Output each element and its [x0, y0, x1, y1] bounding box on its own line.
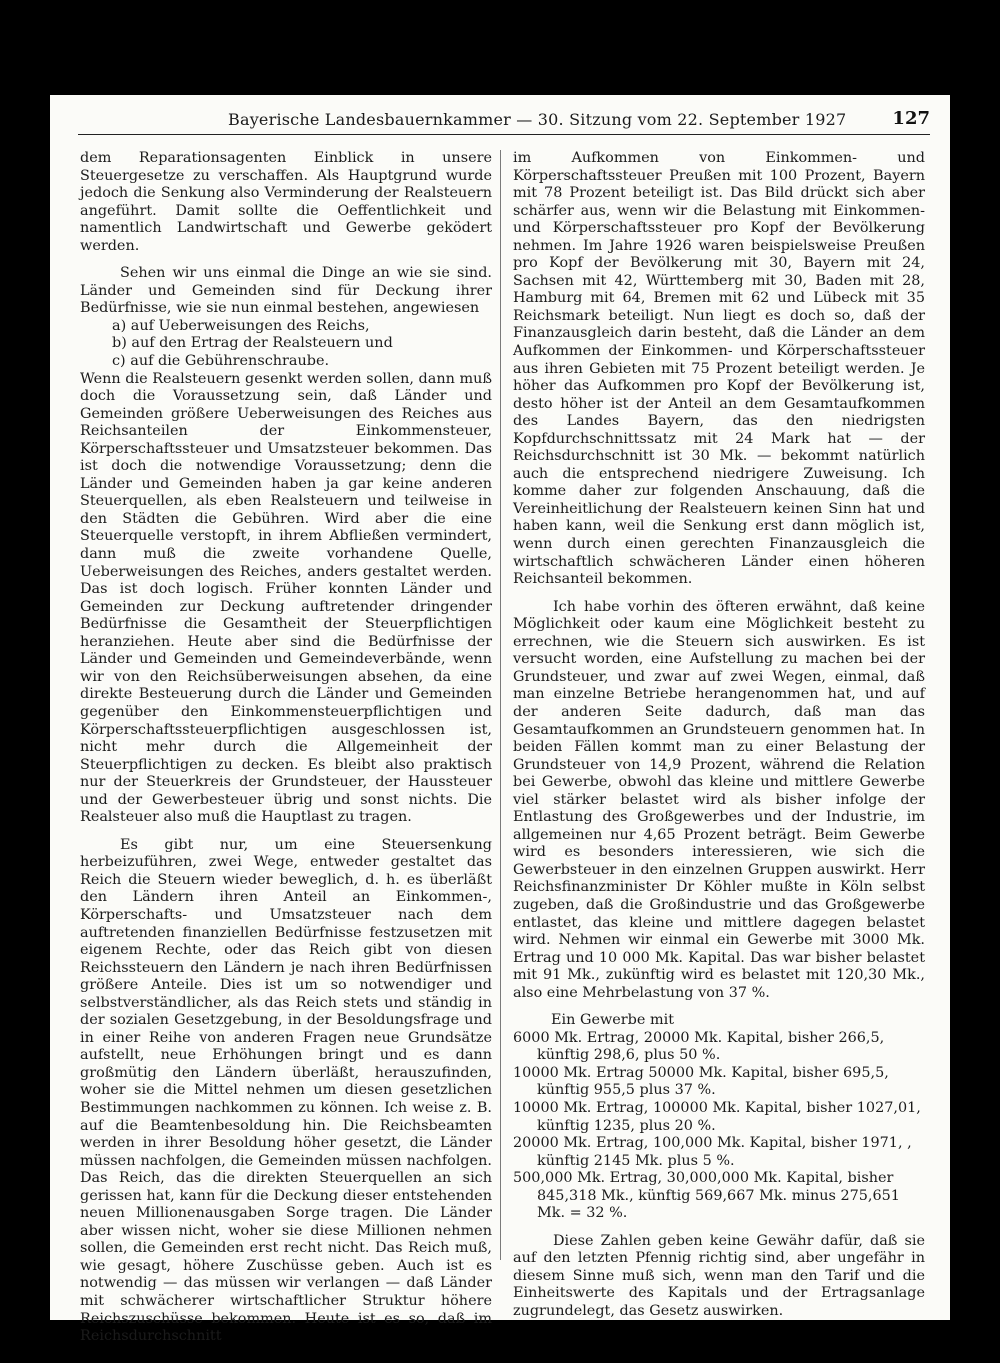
paragraph: Es gibt nur, um eine Steuersenkung herbeizuführen, zwei Wege, entweder gestaltet das Reich die Steuern wieder beweglich, d. h. es überläßt den Ländern ihren Anteil an Einkommen-, Körperschafts- und Umsatzsteuer nach dem auftretenden finanziellen Bedürfnisse festzusetzen mit eigenem Rechte, oder das Reich gibt von diesen Reichssteuern den Ländern je nach ihren Bedürfnissen größere Anteile. Dies ist um so notwendiger und selbstverständlicher, als das Reich stets und ständig in der sozialen Gesetzgebung, in der Besoldungsfrage und in einer Reihe von anderen Fragen neue Grundsätze aufstellt, neue Erhöhungen bringt und es dann großmütig den Ländern überläßt, herauszufinden, woher sie die Mittel nehmen um diesen gesetzlichen Bestimmungen nachkommen zu können. Ich weise z. B. auf die Beamtenbesoldung hin. Die Reichsbeamten werden in ihrer Besoldung höher gesetzt, die Länder müssen nachfolgen, die Gemeinden müssen nachfolgen. Das Reich, das die direkten Steuerquellen an sich gerissen hat, kann für die Deckung dieser entstehenden neuen Millionenausgaben Sorge tragen. Die Länder aber wissen nicht, woher sie diese Millionen nehmen sollen, die Gemeinden erst recht nicht. Das Reich muß, wie gesagt, höhere Zuschüsse geben. Auch ist es notwendig — das müssen wir verlangen — daß Länder mit schwächerer wirtschaftlicher Struktur höhere Reichszuschüsse bekommen. Heute ist es so, daß im Reichsdurchschnitt	[80, 836, 492, 1345]
list-item: b) auf den Ertrag der Realsteuern und	[112, 335, 393, 352]
list-item: a) auf Ueberweisungen des Reichs,	[112, 317, 370, 334]
page-header	[78, 108, 930, 135]
example-intro: Ein Gewerbe mit	[551, 1012, 675, 1029]
column-divider	[500, 150, 501, 1260]
example-line: 845,318 Mk., künftig 569,667 Mk. minus 275,651	[537, 1187, 900, 1204]
paragraph: Ich habe vorhin des öfteren erwähnt, daß keine Möglichkeit oder kaum eine Möglichkeit besteht zu errechnen, wie die Steuern sich auswirken. Es ist versucht worden, eine Aufstellung zu machen bei der Grundsteuer, und zwar auf zwei Wegen, einmal, daß man einzelne Betriebe herangenommen hat, und auf der anderen Seite dadurch, daß man das Gesamtaufkommen an Grundsteuern genommen hat. In beiden Fällen kommt man zu einer Belastung der Grundsteuer von 14,9 Prozent, während die Relation bei Gewerbe, obwohl das kleine und mittlere Gewerbe viel stärker belastet wird als bisher infolge der Entlastung des Großgewerbes und der Industrie, im allgemeinen nur 4,65 Prozent beträgt. Beim Gewerbe wird es besonders interessieren, wie sich die Gewerbsteuer in den einzelnen Gruppen auswirkt. Herr Reichsfinanzminister Dr Köhler mußte in Köln selbst zugeben, daß die Großindustrie und das Großgewerbe entlastet, das kleine und mittlere dagegen belastet wird. Nehmen wir einmal ein Gewerbe mit 3000 Mk. Ertrag und 10 000 Mk. Kapital. Das war bisher belastet mit 91 Mk., zukünftig wird es belastet mit 120,30 Mk., also eine Mehrbelastung von 37 %.	[513, 598, 925, 1001]
example-line: 500,000 Mk. Ertrag, 30,000,000 Mk. Kapital, bisher	[513, 1170, 894, 1187]
example-line: 20000 Mk. Ertrag, 100,000 Mk. Kapital, bisher 1971, ,	[513, 1135, 912, 1152]
paragraph: Sehen wir uns einmal die Dinge an wie sie sind. Länder und Gemeinden sind für Deckung ihrer Bedürfnisse, wie sie nun einmal bestehen, angewiesen	[80, 265, 492, 317]
example-line: künftig 298,6, plus 50 %.	[537, 1047, 721, 1064]
paragraph: dem Reparationsagenten Einblick in unsere Steuergesetze zu verschaffen. Als Hauptgrund wurde jedoch die Senkung also Verminderung der Realsteuern angeführt. Damit sollte die Oeffentlichkeit und namentlich Landwirtschaft und Gewerbe geködert werden.	[80, 150, 492, 254]
example-line: Mk. = 32 %.	[537, 1205, 628, 1222]
running-title: Bayerische Landesbauernkammer — 30. Sitzung vom 22. September 1927	[228, 110, 847, 129]
example-line: 10000 Mk. Ertrag, 100000 Mk. Kapital, bisher 1027,01,	[513, 1099, 921, 1116]
list-item: c) auf die Gebührenschraube.	[112, 353, 330, 370]
right-column	[513, 150, 925, 1321]
paragraph: Diese Zahlen geben keine Gewähr dafür, daß sie auf den letzten Pfennig richtig sind, aber ungefähr in diesem Sinne muß sich, wenn man den Tarif und die Einheitswerte des Kapitals und der Ertragsanlage zugrundelegt, das Gesetz auswirken.	[513, 1232, 925, 1319]
example-line: künftig 1235, plus 20 %.	[537, 1117, 716, 1134]
example-line: künftig 955,5 plus 37 %.	[537, 1082, 716, 1099]
example-line: 6000 Mk. Ertrag, 20000 Mk. Kapital, bisher 266,5,	[513, 1029, 885, 1046]
paragraph: im Aufkommen von Einkommen- und Körperschaftssteuer Preußen mit 100 Prozent, Bayern mit 78 Prozent beteiligt ist. Das Bild drückt sich aber schärfer aus, wenn wir die Belastung mit Einkommen- und Körperschaftssteuer pro Kopf der Bevölkerung nehmen. Im Jahre 1926 waren beispielsweise Preußen pro Kopf der Bevölkerung mit 30, Bayern mit 24, Sachsen mit 42, Württemberg mit 30, Baden mit 28, Hamburg mit 64, Bremen mit 62 und Lübeck mit 35 Reichsmark beteiligt. Nun liegt es doch so, daß der Finanzausgleich darin besteht, daß die Länder an dem Aufkommen der Einkommen- und Körperschaftssteuer aus ihren Gebieten mit 75 Prozent beteiligt werden. Je höher das Aufkommen pro Kopf der Bevölkerung ist, desto höher ist der Anteil an dem Gesamtaufkommen des Landes Bayern, das den niedrigsten Kopfdurchschnittssatz mit 24 Mark hat — der Reichsdurchschnitt ist 30 Mk. — bekommt natürlich auch die entsprechend niedrigere Zuweisung. Ich komme daher zur folgenden Anschauung, daß die Vereinheitlichung der Realsteuern keinen Sinn hat und haben kann, weil die Senkung erst dann möglich ist, wenn durch einen gerechten Finanzausgleich die wirtschaftlich schwächeren Länder einen höheren Reichsanteil bekommen.	[513, 150, 925, 588]
page-number: 127	[892, 108, 930, 129]
example-line: 10000 Mk. Ertrag 50000 Mk. Kapital, bisher 695,5,	[513, 1064, 889, 1081]
paragraph: Wenn die Realsteuern gesenkt werden sollen, dann muß doch die Voraussetzung sein, daß Länder und Gemeinden größere Ueberweisungen des Reiches aus Reichsanteilen der Einkommensteuer, Körperschaftssteuer und Umsatzsteuer bekommen. Das ist doch die notwendige Voraussetzung; denn die Länder und Gemeinden haben ja gar keine anderen Steuerquellen, als eben Realsteuern und teilweise in den Städten die Gebühren. Wird aber die eine Steuerquelle verstopft, in ihrem Abfließen vermindert, dann muß die zweite vorhandene Quelle, Ueberweisungen des Reiches, anders gestaltet werden. Das ist doch logisch. Früher konnten Länder und Gemeinden zur Deckung auftretender dringender Bedürfnisse die Gesamtheit der Steuerpflichtigen heranziehen. Heute aber sind die Bedürfnisse der Länder und Gemeinden und Gemeindeverbände, wenn wir von den Reichsüberweisungen absehen, da eine direkte Besteuerung durch die Länder und Gemeinden gegenüber den Einkommensteuerpflichtigen und Körperschaftssteuerpflichtigen ausgeschlossen ist, nicht mehr durch die Allgemeinheit der Steuerpflichtigen zu decken. Es bleibt also praktisch nur der Steuerkreis der Grundsteuer, der Haussteuer und der Gewerbesteuer übrig und sonst nichts. Die Realsteuer also muß die Hauptlast zu tragen.	[80, 370, 492, 826]
example-line: künftig 2145 Mk. plus 5 %.	[537, 1152, 735, 1169]
left-column	[80, 150, 492, 1346]
